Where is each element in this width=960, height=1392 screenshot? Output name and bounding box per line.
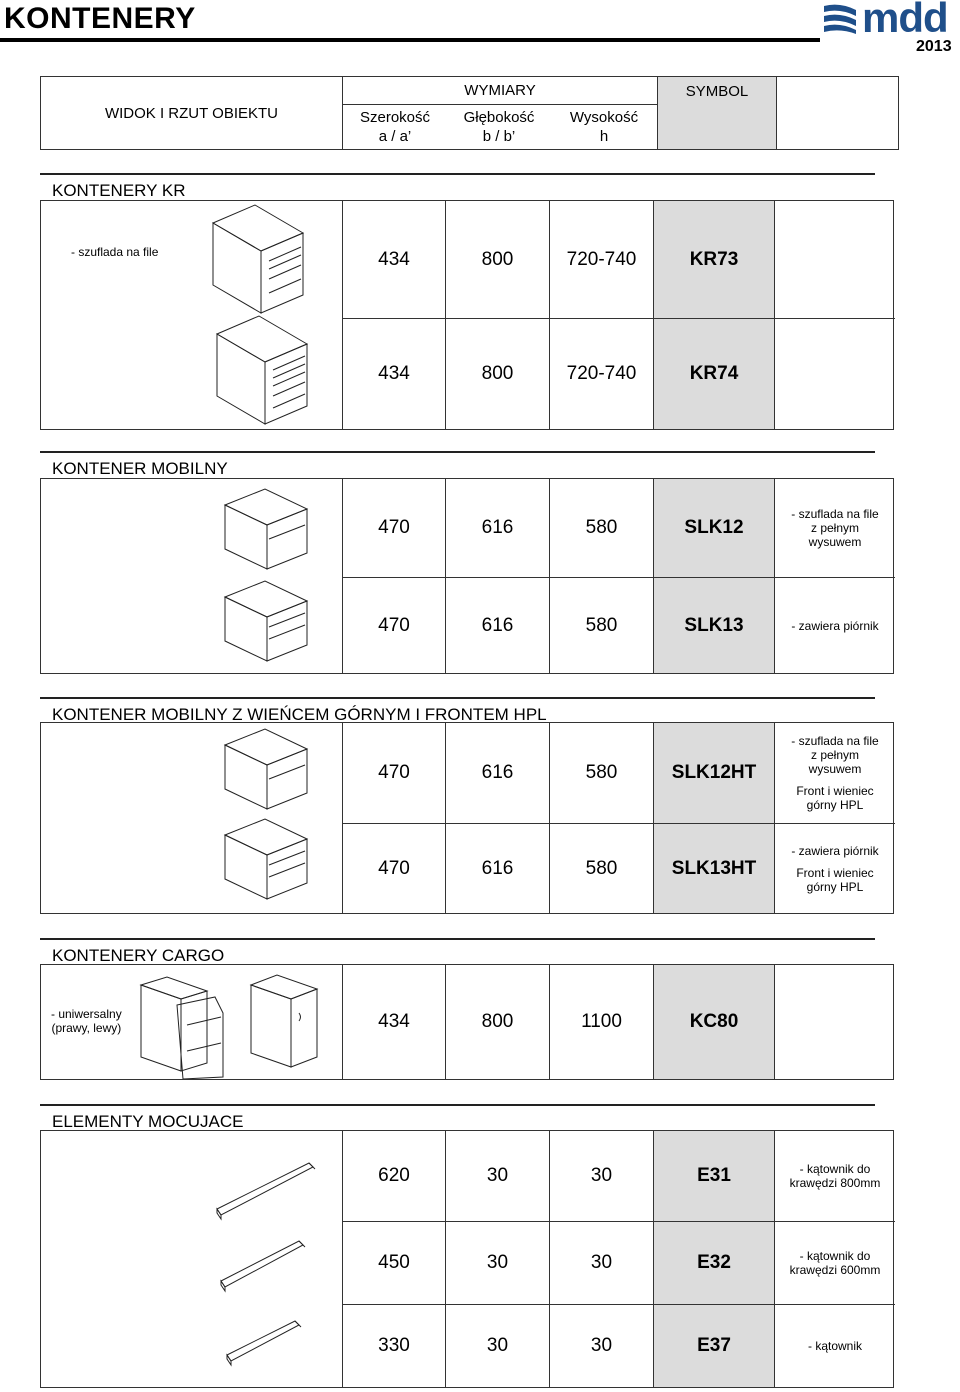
table-row: [343, 965, 895, 1079]
header-height-label: Wysokość: [569, 109, 639, 126]
header-depth: [447, 105, 551, 149]
kr-note: - szuflada na file: [71, 245, 159, 259]
cell-height: 580: [550, 723, 654, 823]
cell-width: 450: [343, 1222, 446, 1304]
cell-symbol: KC80: [654, 965, 775, 1079]
table-row: [343, 824, 895, 913]
cell-note: [775, 1222, 895, 1304]
note-line: Front i wieniec: [796, 784, 874, 798]
header-depth-sub: b / b’: [482, 128, 516, 145]
cell-width: 470: [343, 479, 446, 577]
view-cell: [41, 479, 343, 673]
cell-depth: 616: [446, 578, 550, 673]
cell-width: 620: [343, 1131, 446, 1221]
cell-note: [775, 723, 895, 823]
cargo-closed-illustration-icon: [247, 973, 323, 1069]
cell-depth: 800: [446, 319, 550, 429]
header-width-label: Szerokość: [359, 109, 431, 126]
header-table: [40, 76, 899, 150]
cell-symbol: E32: [654, 1222, 775, 1304]
header-view: WIDOK I RZUT OBIEKTU: [41, 77, 343, 149]
cell-note: [775, 201, 895, 318]
header-dims: WYMIARY: [343, 77, 657, 105]
cell-symbol: KR74: [654, 319, 775, 429]
cell-symbol: SLK13HT: [654, 824, 775, 913]
logo-mark-icon: [822, 2, 858, 36]
note-line: - szuflada na file: [791, 734, 879, 748]
table-row: [343, 319, 895, 429]
note-line: - kątownik do: [799, 1249, 871, 1263]
cell-height: 30: [550, 1131, 654, 1221]
note-line: - uniwersalny: [51, 1007, 122, 1021]
cell-depth: 30: [446, 1131, 550, 1221]
note-line: wysuwem: [808, 762, 862, 776]
table-row: [343, 479, 895, 577]
section-rule: [40, 938, 875, 940]
cell-width: 434: [343, 965, 446, 1079]
cell-symbol: SLK12: [654, 479, 775, 577]
table-row: [343, 723, 895, 823]
header-depth-label: Głębokość: [463, 109, 535, 126]
table-kr: [40, 200, 894, 430]
note-line: górny HPL: [806, 798, 864, 812]
view-cell: [41, 201, 343, 429]
cell-symbol: SLK12HT: [654, 723, 775, 823]
cell-depth: 800: [446, 965, 550, 1079]
note-line: z pełnym: [810, 521, 860, 535]
table-hpl: [40, 722, 894, 914]
table-cargo: [40, 964, 894, 1080]
cell-height: 720-740: [550, 201, 654, 318]
table-mobile: [40, 478, 894, 674]
cell-depth: 800: [446, 201, 550, 318]
cell-note: [775, 1305, 895, 1387]
note-line: krawędzi 600mm: [789, 1263, 881, 1277]
cell-note: [775, 824, 895, 913]
e37-illustration-icon: [223, 1317, 303, 1369]
cell-depth: 616: [446, 723, 550, 823]
cell-height: 580: [550, 479, 654, 577]
slk12ht-illustration-icon: [221, 727, 311, 813]
view-cell: [41, 723, 343, 913]
title-rule: [0, 38, 820, 42]
header-height: [551, 105, 657, 149]
cell-height: 720-740: [550, 319, 654, 429]
note-line: górny HPL: [806, 879, 864, 894]
table-row: [343, 201, 895, 318]
view-cell: [41, 1131, 343, 1387]
cell-note: [775, 1131, 895, 1221]
cell-height: 30: [550, 1222, 654, 1304]
logo-text: mdd: [862, 0, 948, 41]
slk13ht-illustration-icon: [221, 817, 311, 903]
note-line: - zawiera piórnik: [791, 618, 879, 633]
cell-height: 580: [550, 824, 654, 913]
header-height-sub: h: [599, 128, 609, 145]
e32-illustration-icon: [217, 1237, 307, 1295]
cell-note: [775, 965, 895, 1079]
table-row: [343, 578, 895, 673]
note-line: - zawiera piórnik: [791, 843, 879, 858]
view-cell: [41, 965, 343, 1079]
cell-depth: 30: [446, 1222, 550, 1304]
kr74-illustration-icon: [213, 314, 313, 428]
section-rule: [40, 173, 875, 175]
slk12-illustration-icon: [221, 487, 311, 573]
note-line: - szuflada na file: [791, 507, 879, 521]
kr73-illustration-icon: [209, 203, 309, 315]
cell-note: [775, 319, 895, 429]
cell-symbol: KR73: [654, 201, 775, 318]
section-rule: [40, 697, 875, 699]
table-fix: [40, 1130, 894, 1388]
cell-width: 470: [343, 824, 446, 913]
note-line: Front i wieniec: [796, 865, 874, 880]
cell-note: [775, 479, 895, 577]
note-line: - kątownik: [807, 1339, 863, 1353]
cell-width: 330: [343, 1305, 446, 1387]
cell-width: 434: [343, 201, 446, 318]
cell-note: [775, 578, 895, 673]
cell-symbol: SLK13: [654, 578, 775, 673]
cell-depth: 616: [446, 824, 550, 913]
table-row: [343, 1222, 895, 1304]
section-rule: [40, 451, 875, 453]
cell-height: 30: [550, 1305, 654, 1387]
cargo-note: [51, 1007, 122, 1035]
cell-width: 434: [343, 319, 446, 429]
logo-year: 2013: [916, 38, 952, 55]
cell-depth: 30: [446, 1305, 550, 1387]
page-title: KONTENERY: [4, 2, 196, 35]
table-row: [343, 1131, 895, 1221]
cell-height: 1100: [550, 965, 654, 1079]
e31-illustration-icon: [213, 1159, 317, 1223]
note-line: (prawy, lewy): [51, 1021, 122, 1035]
note-line: - kątownik do: [799, 1162, 871, 1176]
header-width-sub: a / a’: [378, 128, 412, 145]
cell-width: 470: [343, 723, 446, 823]
note-line: z pełnym: [810, 748, 860, 762]
note-line: wysuwem: [808, 535, 862, 549]
cell-height: 580: [550, 578, 654, 673]
note-line: krawędzi 800mm: [789, 1176, 881, 1190]
slk13-illustration-icon: [221, 579, 311, 665]
section-rule: [40, 1104, 875, 1106]
table-row: [343, 1305, 895, 1387]
cell-symbol: E37: [654, 1305, 775, 1387]
header-symbol: SYMBOL: [657, 77, 777, 149]
cell-symbol: E31: [654, 1131, 775, 1221]
cell-depth: 616: [446, 479, 550, 577]
cargo-open-illustration-icon: [137, 975, 229, 1079]
cell-width: 470: [343, 578, 446, 673]
header-width: [343, 105, 447, 149]
